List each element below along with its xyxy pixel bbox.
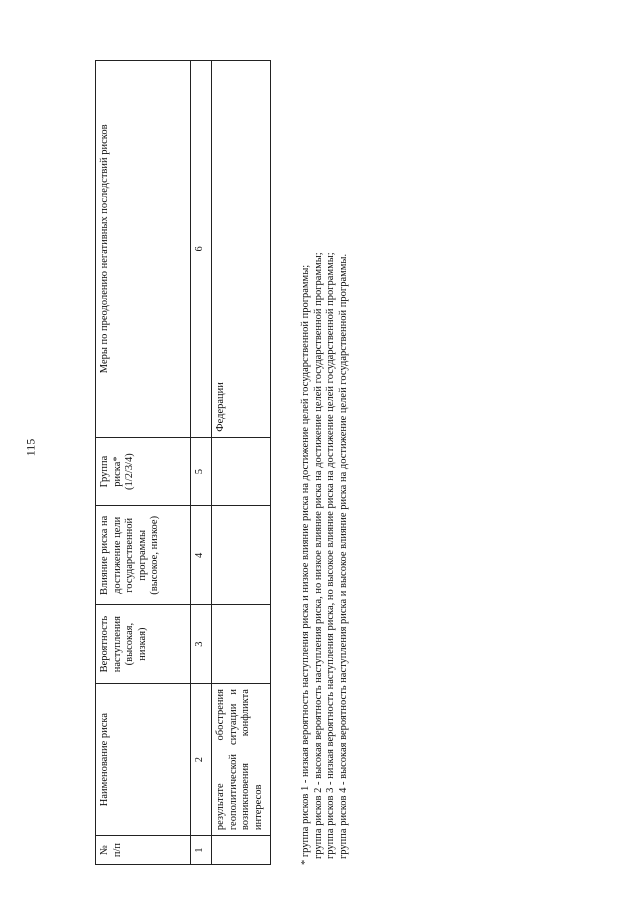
column-number: 1 — [191, 836, 212, 865]
risk-name-cell: результате обострения геополитической ситуации и возникновения конфликта интересов — [212, 684, 271, 836]
column-number: 2 — [191, 684, 212, 836]
column-number: 5 — [191, 437, 212, 506]
table-row — [212, 61, 271, 865]
probability-cell — [212, 605, 271, 684]
column-number: 4 — [191, 506, 212, 605]
risk-group-cell — [212, 437, 271, 506]
header-measures: Меры по преодолению негативных последствий рисков — [96, 61, 191, 438]
header-impact: Влияние риска на достижение цели государственной программы (высокое, низкое) — [96, 506, 191, 605]
page-number: 115 — [23, 438, 38, 457]
column-number: 6 — [191, 61, 212, 438]
footnote-line: * группа рисков 1 - низкая вероятность наступления риска и низкое влияние риска на достижение целей государственной программы; — [300, 264, 311, 865]
header-risk-group: Группа риска* (1/2/3/4) — [96, 437, 191, 506]
footnote-line: группа рисков 3 - низкая вероятность наступления риска, но высокое влияние риска на достижение целей государственной программы; — [325, 252, 337, 859]
header-probability: Вероятность наступления (высокая, низкая) — [96, 605, 191, 684]
header-number: № п/п — [96, 836, 191, 865]
header-risk-name: Наименование риска — [96, 684, 191, 836]
impact-cell — [212, 506, 271, 605]
column-number-row — [191, 61, 212, 865]
row-number-cell — [212, 836, 271, 865]
table-header-row — [96, 61, 191, 865]
footnote-line: группа рисков 4 - высокая вероятность наступления риска и высокое влияние риска на достижение целей государственной программы. — [337, 253, 349, 859]
footnote-line: группа рисков 2 - высокая вероятность наступления риска, но низкое влияние риска на достижение целей государственной программы; — [312, 252, 324, 859]
footnotes — [300, 60, 350, 865]
measures-cell: Федерации — [212, 61, 271, 438]
risk-table — [95, 60, 271, 865]
rotated-page-content — [95, 55, 395, 865]
column-number: 3 — [191, 605, 212, 684]
